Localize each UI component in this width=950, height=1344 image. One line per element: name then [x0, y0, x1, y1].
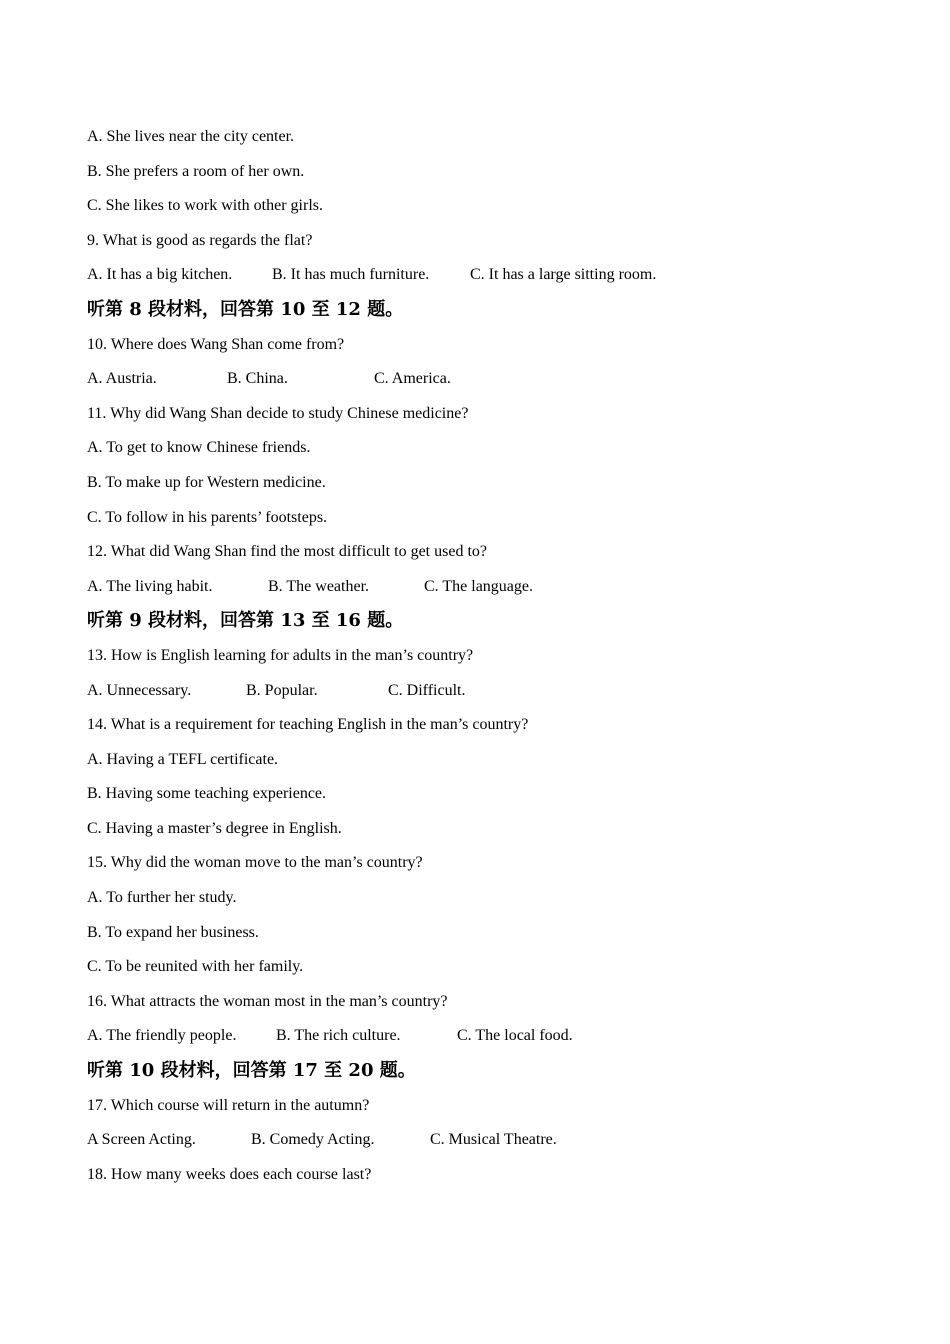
- answer-option: A. The living habit.: [87, 577, 213, 595]
- answer-option: C. Difficult.: [388, 681, 466, 699]
- answer-option: C. It has a large sitting room.: [470, 266, 657, 284]
- answer-option: C. To follow in his parents’ footsteps.: [87, 508, 328, 526]
- answer-option: B. She prefers a room of her own.: [87, 162, 305, 180]
- question-text: 10. Where does Wang Shan come from?: [87, 335, 345, 353]
- question-text: 13. How is English learning for adults in the man’s country?: [87, 646, 474, 664]
- answer-option: B. The weather.: [268, 577, 370, 595]
- answer-option: A. Unnecessary.: [87, 681, 192, 699]
- answer-option: B. Having some teaching experience.: [87, 785, 327, 803]
- answer-option: B. China.: [227, 370, 288, 388]
- answer-option: C. Musical Theatre.: [430, 1131, 557, 1149]
- answer-options-row: [87, 674, 887, 709]
- answer-options-row: [87, 362, 887, 397]
- answer-option: A. To further her study.: [87, 889, 237, 907]
- answer-options-row: [87, 258, 887, 293]
- answer-option: B. Comedy Acting.: [251, 1131, 375, 1149]
- answer-option: C. America.: [374, 370, 451, 388]
- answer-option: A. Having a TEFL certificate.: [87, 750, 279, 768]
- answer-option: B. It has much furniture.: [272, 266, 430, 284]
- question-text: 15. Why did the woman move to the man’s country?: [87, 854, 423, 872]
- answer-option: C. She likes to work with other girls.: [87, 197, 323, 215]
- question-text: 11. Why did Wang Shan decide to study Chinese medicine?: [87, 404, 469, 422]
- answer-option: C. Having a master’s degree in English.: [87, 819, 342, 837]
- answer-option: A. It has a big kitchen.: [87, 266, 233, 284]
- answer-options-row: [87, 1123, 887, 1158]
- answer-option: B. To expand her business.: [87, 923, 259, 941]
- answer-option: C. The language.: [424, 577, 534, 595]
- section-heading: 听第 8 段材料，回答第 10 至 12 题。: [87, 298, 404, 320]
- section-heading: 听第 9 段材料，回答第 13 至 16 题。: [87, 610, 404, 632]
- answer-option: A. Austria.: [87, 370, 157, 388]
- answer-option: A. The friendly people.: [87, 1027, 237, 1045]
- answer-options-row: [87, 1019, 887, 1054]
- answer-option: B. Popular.: [246, 681, 318, 699]
- answer-option: C. To be reunited with her family.: [87, 958, 304, 976]
- answer-option: B. The rich culture.: [276, 1027, 401, 1045]
- answer-option: A. She lives near the city center.: [87, 128, 295, 145]
- answer-options-row: [87, 570, 887, 605]
- question-text: 14. What is a requirement for teaching English in the man’s country?: [87, 716, 529, 734]
- answer-option: B. To make up for Western medicine.: [87, 473, 326, 491]
- question-text: 12. What did Wang Shan find the most difficult to get used to?: [87, 543, 487, 561]
- section-heading: 听第 10 段材料，回答第 17 至 20 题。: [87, 1060, 416, 1082]
- question-text: 18. How many weeks does each course last?: [87, 1165, 372, 1183]
- question-list: [87, 120, 887, 1192]
- answer-option: A Screen Acting.: [87, 1131, 196, 1149]
- question-text: 9. What is good as regards the flat?: [87, 231, 313, 249]
- question-text: 17. Which course will return in the autumn?: [87, 1096, 370, 1114]
- answer-option: A. To get to know Chinese friends.: [87, 439, 311, 457]
- question-text: 16. What attracts the woman most in the man’s country?: [87, 992, 448, 1010]
- answer-option: C. The local food.: [457, 1027, 573, 1045]
